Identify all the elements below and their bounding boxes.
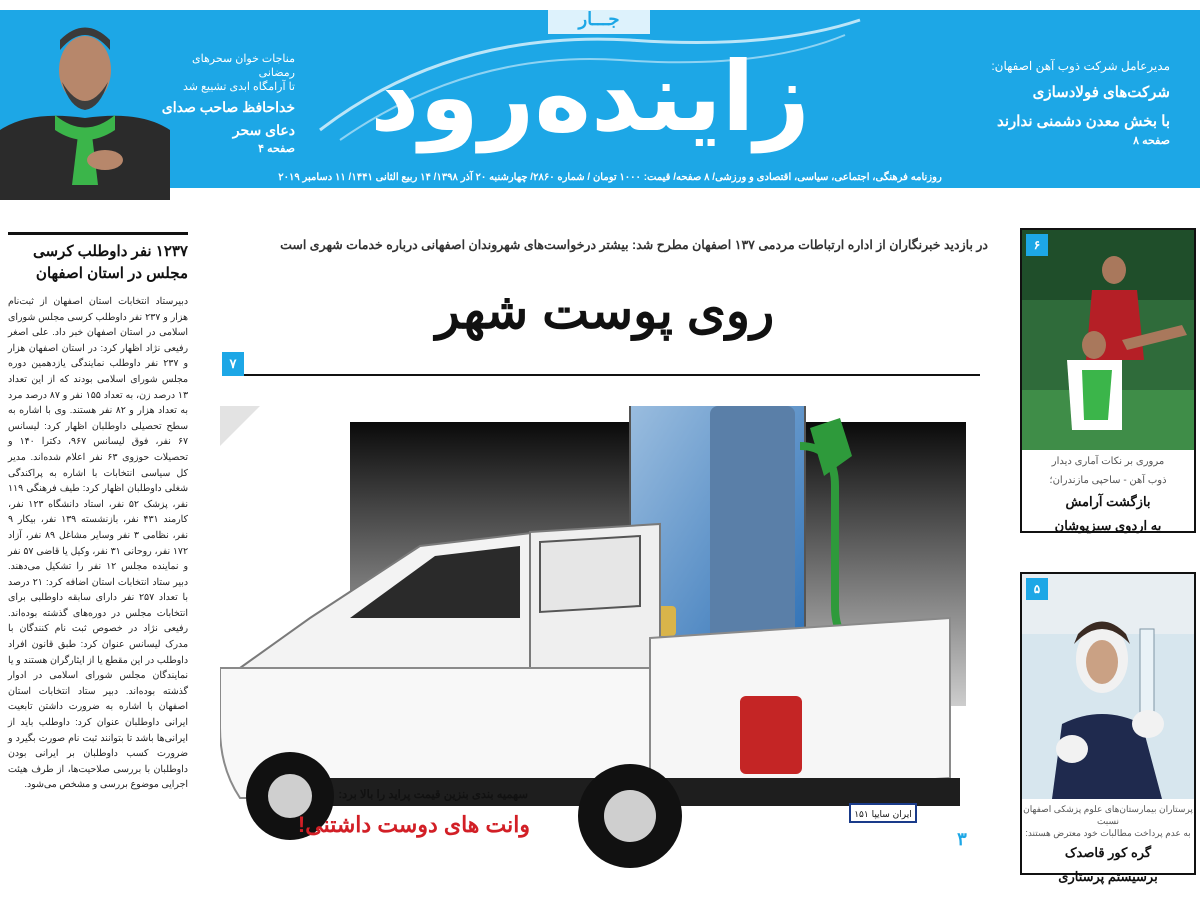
main-photo-pickup-truck[interactable] (220, 406, 978, 876)
newspaper-logo[interactable] (300, 10, 880, 175)
right-box-nurses[interactable] (1020, 572, 1196, 884)
right-teaser-headline-1: شرکت‌های فولادسازی (1032, 84, 1170, 101)
photo-kicker: سهمیه بندی بنزین قیمت پراید را بالا برد: (338, 789, 528, 801)
left-teaser-pre-1: مناجات خوان سحرهای رمضانی (192, 53, 295, 79)
main-headline[interactable]: روی پوست شهر (435, 283, 775, 339)
right-box-sports[interactable] (1020, 228, 1196, 533)
masthead (0, 0, 1200, 200)
left-column-headline-1: ۱۲۳۷ نفر داوطلب کرسی (33, 243, 188, 260)
dateline: روزنامه فرهنگی، اجتماعی، سیاسی، اقتصادی و ورزشی/ ۸ صفحه/ قیمت: ۱۰۰۰ تومان / شماره ۲۸۶۰/ چهارشنبه ۲۰ آذر ۱۳۹۸/ ۱۴ ربیع الثانی ۱۴۴۱/ ۱۱ دسامبر ۲۰۱۹ (278, 172, 942, 183)
sports-page-number: ۶ (1026, 234, 1048, 256)
photo-headline[interactable]: وانت های دوست داشتنی! (297, 812, 530, 837)
photo-page-number: ۳ (957, 829, 967, 849)
sports-photo (1022, 230, 1194, 450)
left-teaser-page: صفحه ۴ (258, 143, 295, 155)
left-teaser-headline-1: خداحافظ صاحب صدای (161, 99, 295, 115)
main-page-number: ۷ (222, 352, 244, 376)
portrait-image (0, 10, 170, 200)
nurses-caption-2: به عدم پرداخت مطالبات خود معترض هستند: (1025, 828, 1191, 838)
left-teaser-pre-2: تا آرامگاه ابدی تشییع شد (182, 81, 295, 93)
left-news-column[interactable] (8, 232, 188, 792)
nurses-headline-2: برسیستم پرستاری (1058, 869, 1158, 884)
right-teaser[interactable] (940, 58, 1170, 147)
sports-caption-2: ذوب آهن - ساحپی مازندران؛ (1049, 475, 1167, 486)
logo-text: زاینده‌رود (370, 41, 810, 153)
right-teaser-headline-2: با بخش معدن دشمنی ندارند (996, 113, 1170, 130)
sports-caption-1: مروری بر نکات آماری دیدار (1051, 456, 1165, 467)
right-teaser-pre: مدیرعامل شرکت ذوب آهن اصفهان: (991, 59, 1170, 73)
nurse-photo (1022, 574, 1194, 799)
main-kicker: در بازدید خبرنگاران از اداره ارتباطات مردمی ۱۳۷ اصفهان مطرح شد: بیشتر درخواست‌های شهروندان اصفهانی درباره خدمات شهری است (280, 238, 988, 252)
masthead-portrait[interactable] (0, 10, 170, 200)
left-column-headline-2: مجلس در استان اصفهان (35, 265, 188, 282)
nurses-page-number: ۵ (1026, 578, 1048, 600)
nurses-headline-1: گره کور قاصدک (1064, 845, 1152, 860)
jari-label: جـــار (548, 4, 650, 34)
left-teaser-headline-2: دعای سحر (232, 122, 295, 138)
headline-rule (244, 374, 980, 376)
right-teaser-page: صفحه ۸ (1133, 135, 1170, 147)
left-column-body: دبیرستاد انتخابات استان اصفهان از ثبت‌نام هزار و ۲۳۷ نفر داوطلب کرسی مجلس شورای اسلامی در استان اصفهان خبر داد. علی اصغر رفیعی نژاد اظهار کرد: در استان اصفهان هزار و ۲۳۷ نفر داوطلب نمایندگی یازدهمین دوره مجلس شورای اسلامی بودند که از این تعداد ۱۳ درصد زن، به تعداد ۱۵۵ نفر و ۸۷ درصد مرد به تعداد هزار و ۸۲ نفر هستند. وی با اشاره به سطح تحصیلی داوطلبان اظهار کرد: لیسانس ۶۷ نفر، فوق لیسانس ۹۶۷، دکترا ۱۴۰ و تحصیلات حوزوی ۶۳ نفر اعلام شده‌اند. مدیر کل سیاسی انتخابات با اشاره به پراکندگی شغلی داوطلبان اظهار کرد: طیف فرهنگی ۱۱۹ نفر، پزشک ۵۲ نفر، استاد دانشگاه ۱۲۳ نفر، کارمند ۴۳۱ نفر، بازنشسته ۱۳۹ نفر، بیکار ۹ نفر، نظامی ۳ نفر وسایر مشاغل ۸۹ نفر، آزاد ۱۷۲ نفر، روحانی ۳۱ نفر، وکیل یا قاضی ۵۷ نفر و نماینده مجلس ۱۲ نفر را تشکیل می‌دهند. دبیر ستاد انتخابات استان اضافه کرد: ۲۱ درصد با تعداد ۲۵۷ نفر دارای سابقه داوطلبی برای انتخابات مجلس در دوره‌های گذشته بوده‌اند. رفیعی نژاد در خصوص ثبت نام کنندگان با مدرک لیسانس عنوان کرد: طبق قانون افراد داوطلب در این مقطع یا از ایثارگران هستند و یا نمایندگان مجلس شورای اسلامی در ادوار گذشته بوده‌اند. دبیر ستاد انتخابات استان اصفهان با اشاره به ضرورت داشتن تابعیت ایرانی داوطلبان عنوان کرد: داوطلب باید از ایرانی‌ها باشد تا بتوانند ثبت نام صورت بگیرد و ضرورت کسب داوطلبان بر ایرانی بودن داوطلبان با بررسی صلاحیت‌ها، از طرف هیئت اجرایی موضوع بررسی و مشخص می‌شود. (8, 295, 189, 790)
sports-headline-1: بازگشت آرامش (1065, 494, 1151, 509)
left-teaser[interactable] (160, 52, 295, 155)
nurses-caption-1: پرستاران بیمارستان‌های علوم پزشکی اصفهان نسبت (1023, 804, 1193, 826)
plate-text: ایران سایپا ۱۵۱ (854, 810, 912, 820)
sports-headline-2: به اردوی سبزپوشان (1054, 518, 1162, 533)
